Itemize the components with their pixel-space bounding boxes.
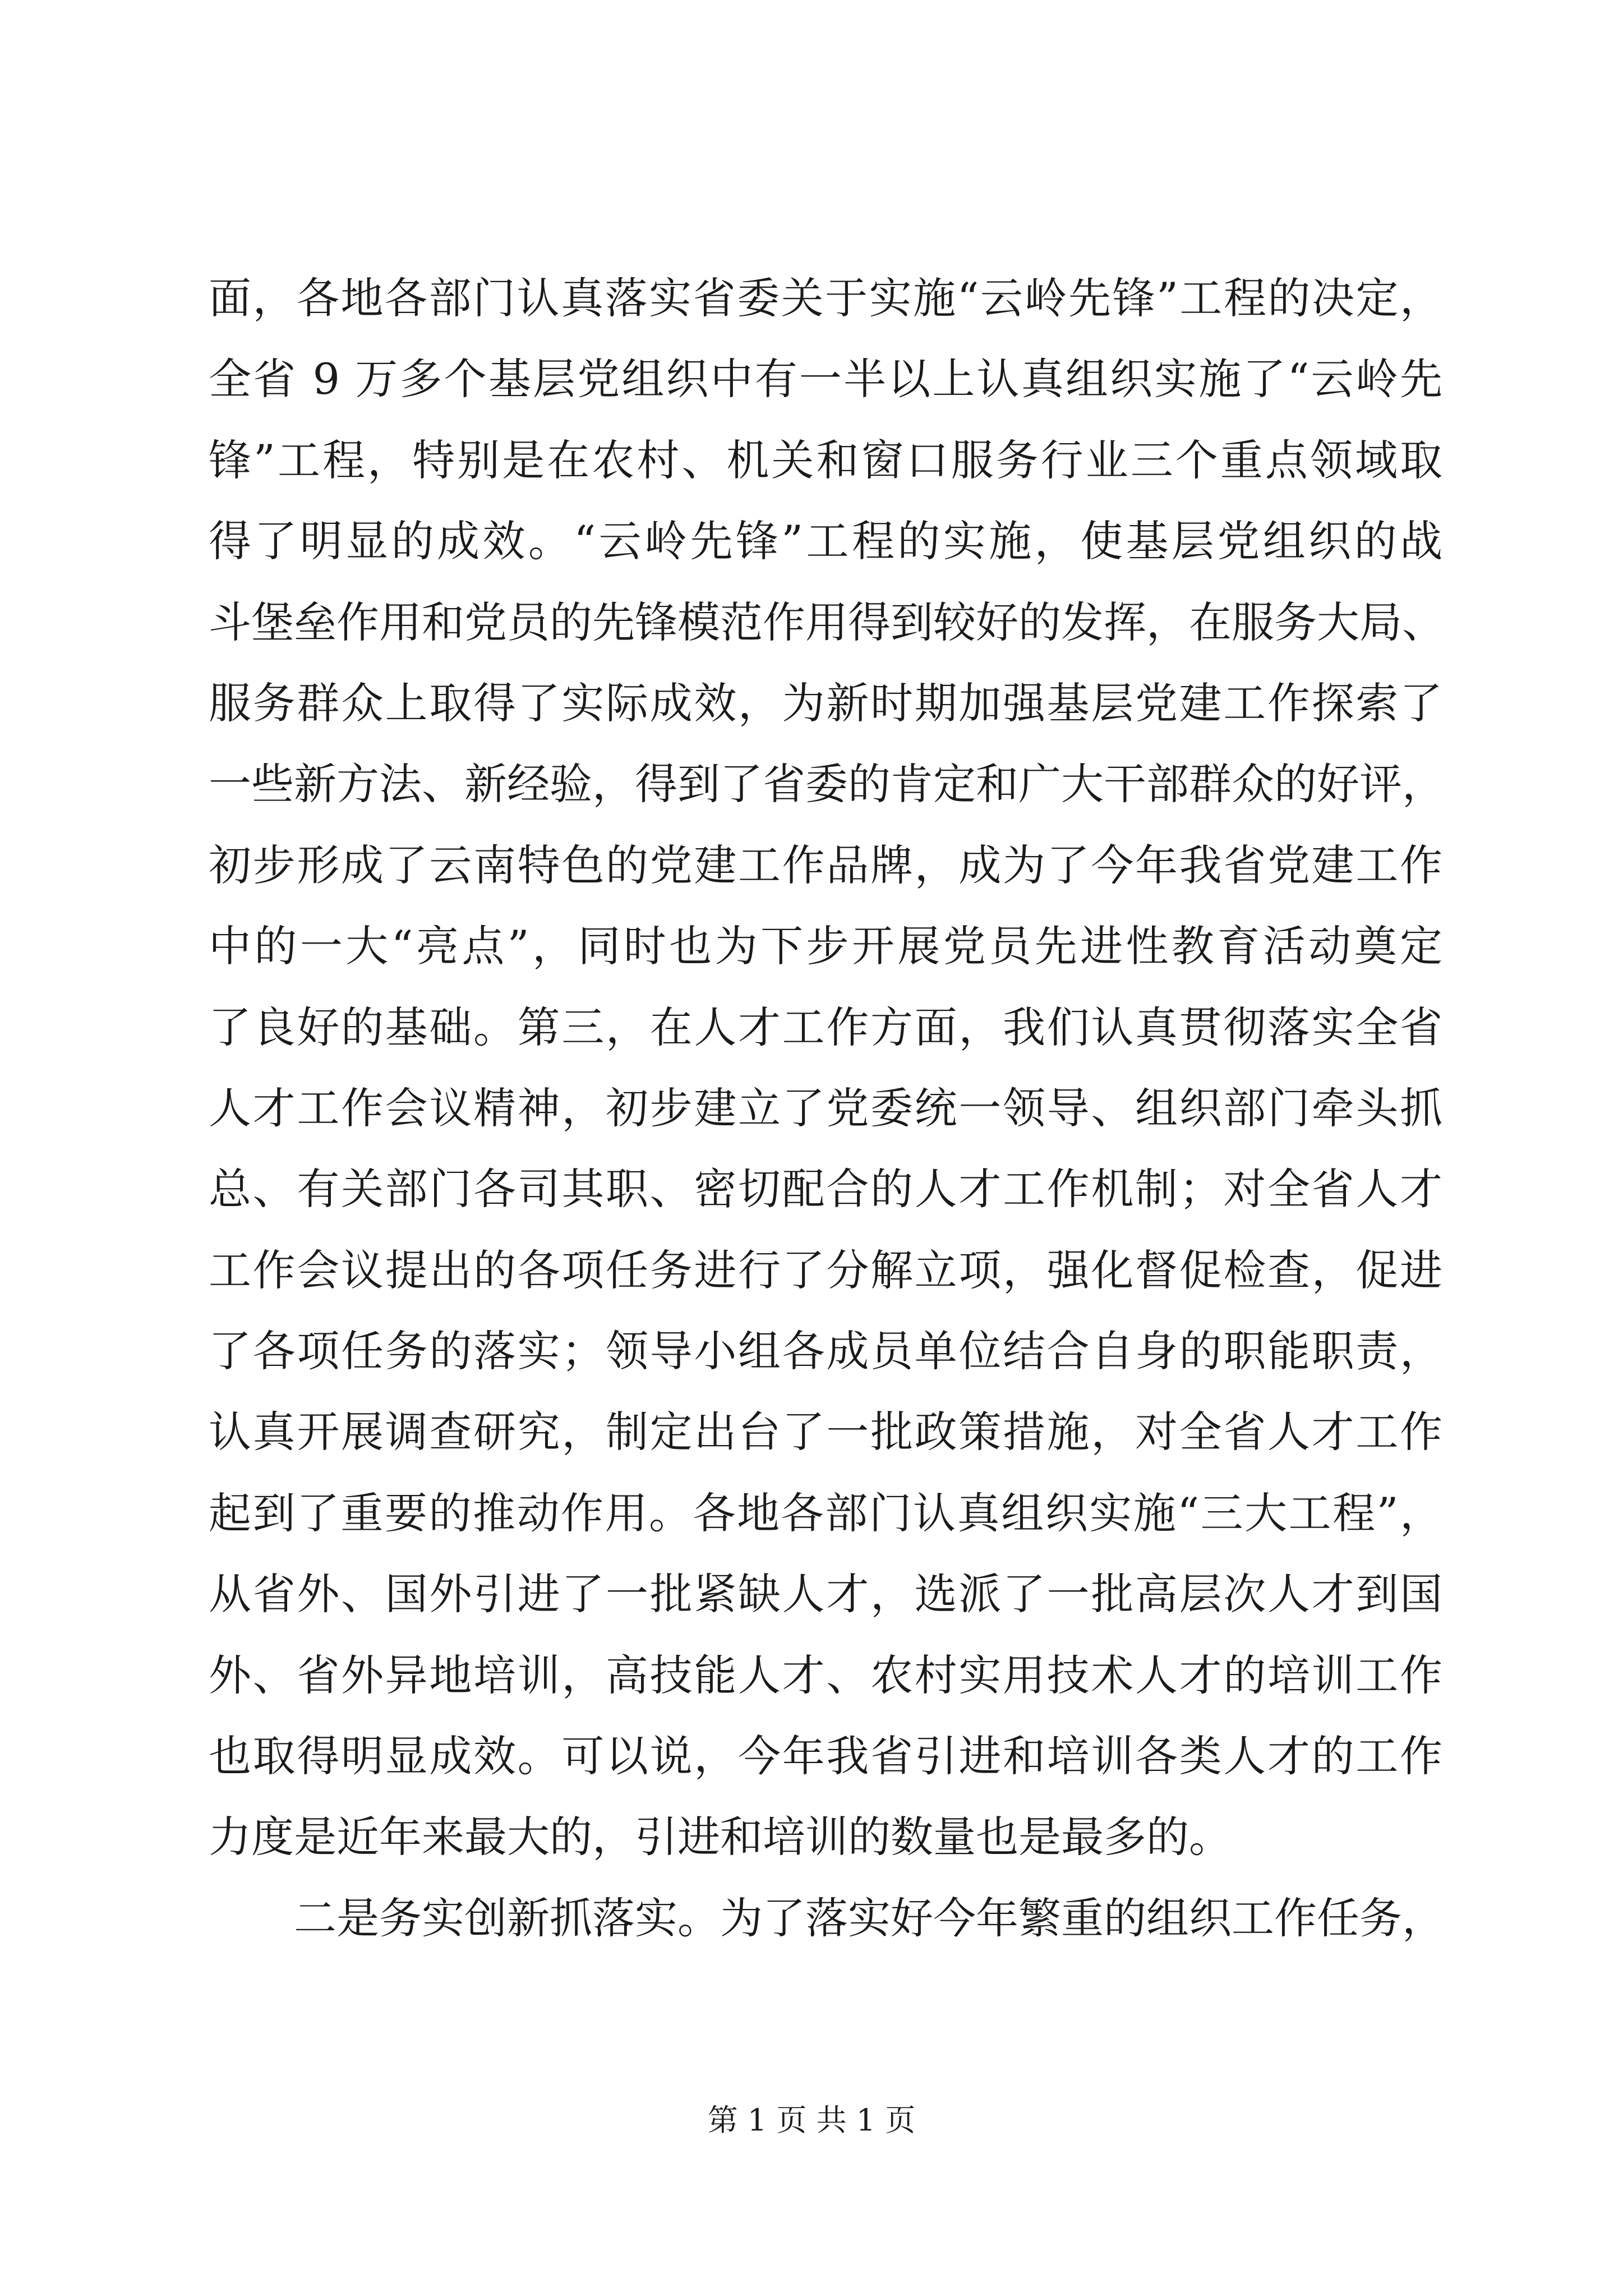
text-line: 也取得明显成效。可以说，今年我省引进和培训各类人才的工作 bbox=[209, 1731, 1442, 1782]
text-line: 了各项任务的落实；领导小组各成员单位结合自身的职能职责， bbox=[209, 1326, 1442, 1377]
text-line: 一些新方法、新经验，得到了省委的肯定和广大干部群众的好评， bbox=[209, 759, 1445, 809]
text-line: 斗堡垒作用和党员的先锋模范作用得到较好的发挥，在服务大局、 bbox=[209, 597, 1445, 647]
text-line: 外、省外异地培训，高技能人才、农村实用技术人才的培训工作 bbox=[209, 1650, 1442, 1700]
text-line: 认真开展调查研究，制定出台了一批政策措施，对全省人才工作 bbox=[209, 1407, 1442, 1457]
text-line: 全省 9 万多个基层党组织中有一半以上认真组织实施了“云岭先 bbox=[209, 354, 1442, 404]
text-line: 初步形成了云南特色的党建工作品牌，成为了今年我省党建工作 bbox=[209, 840, 1442, 890]
text-line: 了良好的基础。第三，在人才工作方面，我们认真贯彻落实全省 bbox=[209, 1002, 1442, 1052]
text-line: 面，各地各部门认真落实省委关于实施“云岭先锋”工程的决定， bbox=[209, 273, 1442, 323]
text-line-paragraph-end: 力度是近年来最大的，引进和培训的数量也是最多的。 bbox=[209, 1812, 1232, 1862]
page-number-label: 第 1 页 共 1 页 bbox=[707, 2102, 916, 2138]
body-text bbox=[209, 258, 1445, 1959]
text-line: 中的一大“亮点”，同时也为下步开展党员先进性教育活动奠定 bbox=[209, 921, 1442, 972]
text-line: 得了明显的成效。“云岭先锋”工程的实施，使基层党组织的战 bbox=[209, 516, 1442, 567]
page-footer bbox=[0, 2101, 1623, 2140]
text-line: 从省外、国外引进了一批紧缺人才，选派了一批高层次人才到国 bbox=[209, 1569, 1442, 1619]
text-line: 服务群众上取得了实际成效，为新时期加强基层党建工作探索了 bbox=[209, 678, 1442, 728]
text-line: 锋”工程，特别是在农村、机关和窗口服务行业三个重点领域取 bbox=[209, 435, 1442, 485]
text-line-paragraph-start: 二是务实创新抓落实。为了落实好今年繁重的组织工作任务， bbox=[294, 1893, 1445, 1943]
text-line: 工作会议提出的各项任务进行了分解立项，强化督促检查，促进 bbox=[209, 1245, 1442, 1295]
text-line: 总、有关部门各司其职、密切配合的人才工作机制；对全省人才 bbox=[209, 1164, 1442, 1214]
text-line: 人才工作会议精神，初步建立了党委统一领导、组织部门牵头抓 bbox=[209, 1083, 1442, 1133]
text-line: 起到了重要的推动作用。各地各部门认真组织实施“三大工程”， bbox=[209, 1488, 1442, 1538]
